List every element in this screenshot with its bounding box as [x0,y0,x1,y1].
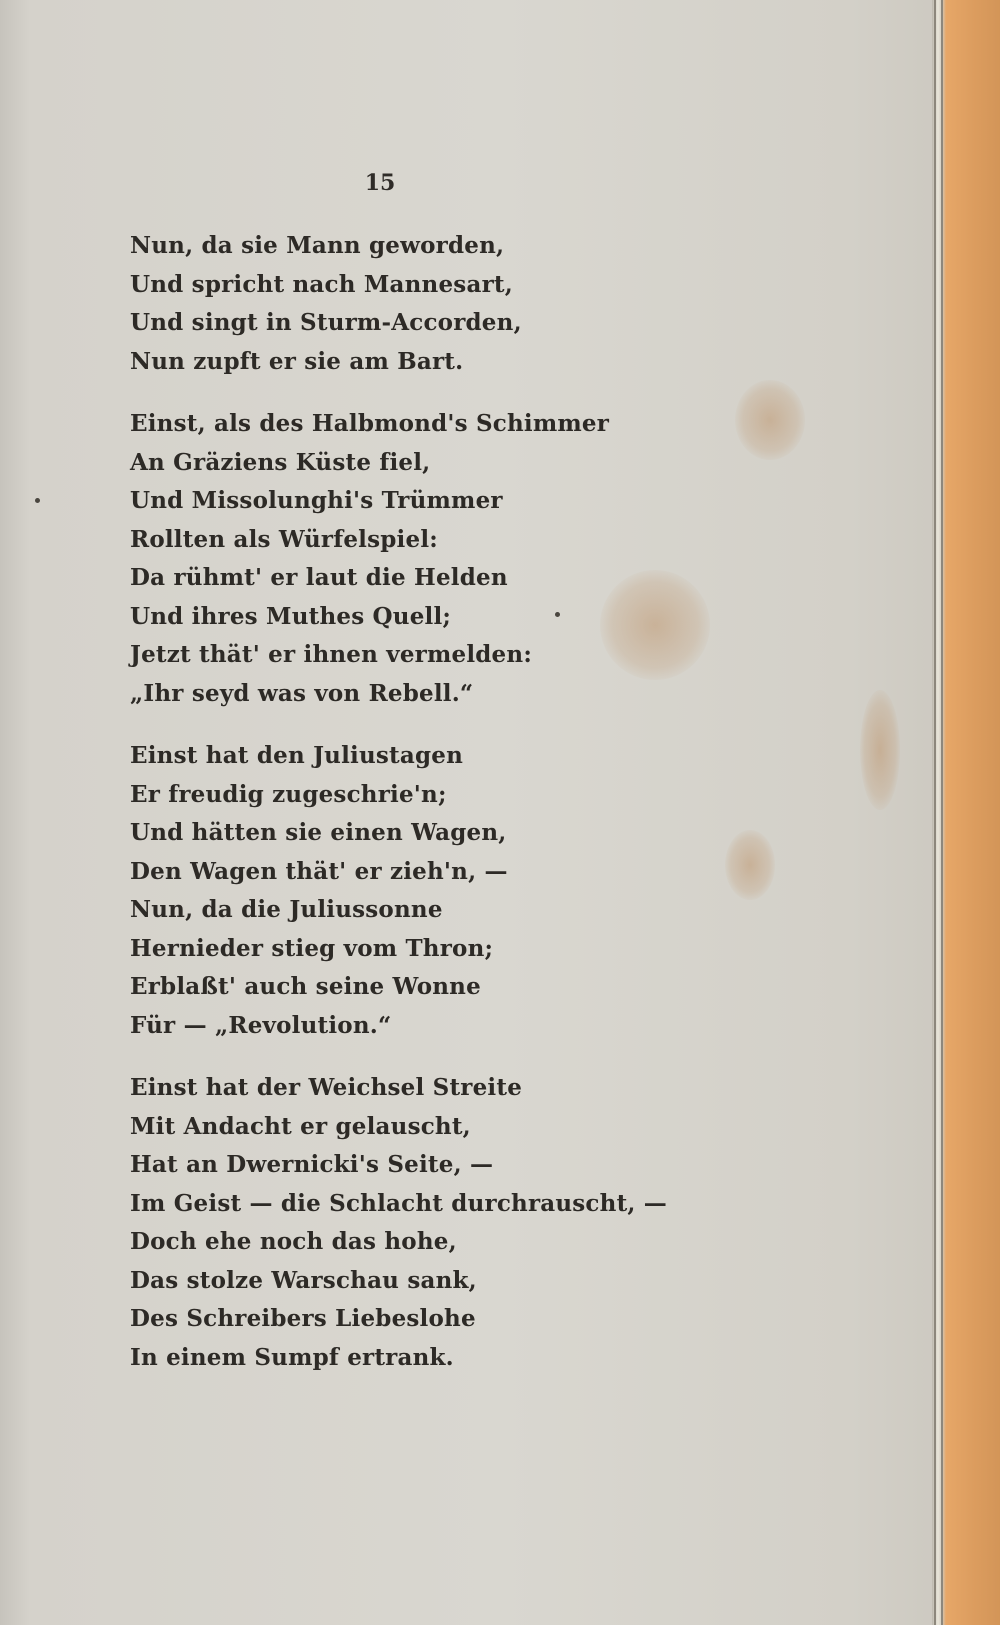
poem-line: Hat an Dwernicki's Seite, — [130,1151,494,1178]
stanza [130,405,750,713]
poem-line: Den Wagen thät' er zieh'n, — [130,857,508,885]
poem-line: In einem Sumpf ertrank. [130,1343,454,1371]
stanza [130,227,750,381]
poem-line: Des Schreibers Liebeslohe [130,1305,476,1332]
poem-line: Für — „Revolution.“ [130,1011,392,1039]
poem-line: Doch ehe noch das hohe, [130,1228,457,1255]
poem-line: Und hätten sie einen Wagen, [130,819,507,846]
poem-line: Im Geist — die Schlacht durchrauscht, — [130,1189,668,1217]
poem-line: Mit Andacht er gelauscht, [130,1112,471,1140]
poem-line: Nun, da die Juliussonne [130,896,443,923]
poem-line: An Gräziens Küste fiel, [130,448,431,476]
poem-line: Hernieder stieg vom Thron; [130,934,494,962]
poem-line: Und singt in Sturm-Accorden, [130,309,522,336]
poem-text [130,227,750,1401]
poem-line: Er freudig zugeschrie'n; [130,780,447,808]
poem-line: Einst hat der Weichsel Streite [130,1074,523,1101]
poem-line: Das stolze Warschau sank, [130,1266,477,1294]
page-number: 15 [364,170,396,196]
poem-line: Da rühmt' er laut die Helden [130,564,508,591]
stain-mark [860,690,900,810]
edge-line [941,0,943,1625]
poem-line: Und Missolunghi's Trümmer [130,487,503,514]
stanza [130,737,750,1045]
page-edge [932,0,1000,1625]
poem-line: Jetzt thät' er ihnen vermelden: [130,641,533,668]
poem-line: Einst, als des Halbmond's Schimmer [130,410,610,437]
speck-mark [35,498,40,503]
poem-line: Und spricht nach Mannesart, [130,270,513,298]
poem-line: „Ihr seyd was von Rebell.“ [130,679,474,707]
edge-line [934,0,936,1625]
poem-line: Einst hat den Juliustagen [130,742,463,769]
stanza [130,1069,750,1377]
poem-line: Erblaßt' auch seine Wonne [130,973,481,1000]
poem-line: Nun, da sie Mann geworden, [130,232,505,259]
poem-line: Rollten als Würfelspiel: [130,525,438,553]
poem-line: Nun zupft er sie am Bart. [130,347,464,375]
poem-line: Und ihres Muthes Quell; [130,602,452,630]
